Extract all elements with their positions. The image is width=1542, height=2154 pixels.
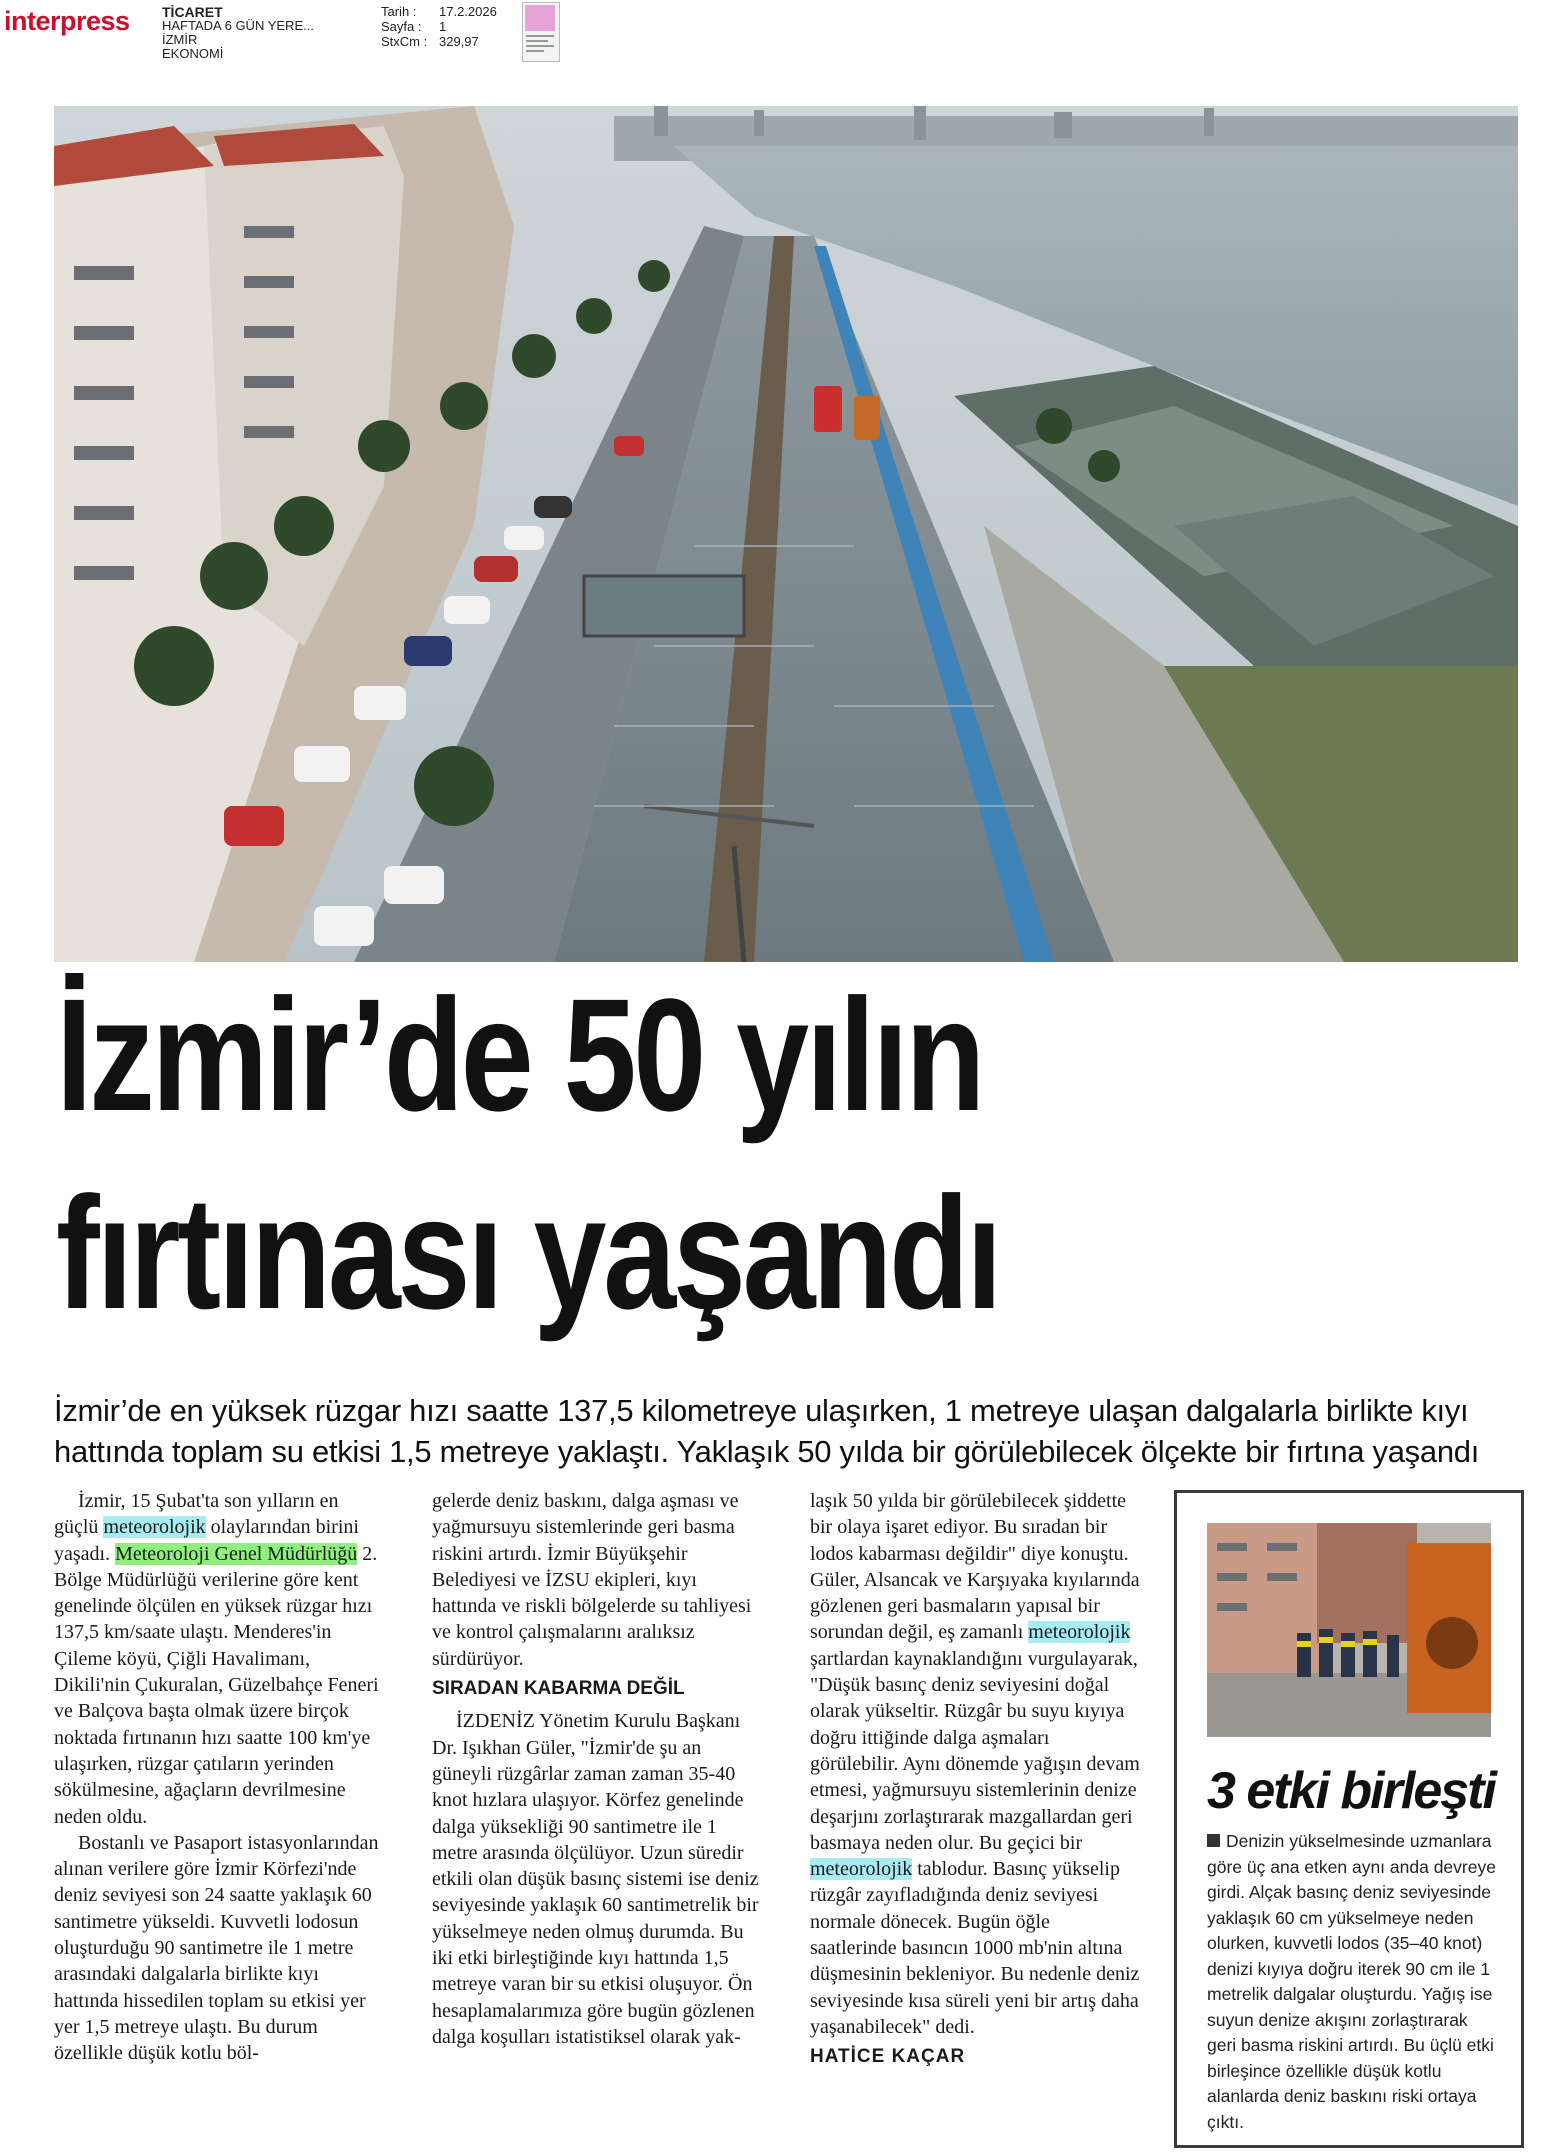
sidebar-box: [1174, 1490, 1524, 2148]
sidebar-text: Denizin yükselmesinde uzmanlara göre üç ana etken aynı anda devreye girdi. Alçak basınç deniz seviyesinde yaklaşık 60 cm yükselmeye neden olurken, kuvvetli lodos (35–40 knot) denizi kıyıya doğru iterek 90 cm ile 1 metrelik dalgalar oluşturdu. Yağış ise suyun denize akışını zorlaştırarak geri basma riskini artırdı. Bu üçlü etki birleşince özellikle düşük kotlu alanlarda deniz baskını riski ortaya çıktı.: [1207, 1831, 1496, 2132]
bullet-square-icon: [1207, 1834, 1220, 1847]
paragraph: İZDENİZ Yönetim Kurulu Başkanı Dr. Işıkhan Güler, "İzmir'de şu an güneyli rüzgârlar zaman zaman 35-40 knot hızlara ulaşıyor. Körfez genelinde dalga yüksekliği 90 santimetre ile 1 metre arasında ölçülüyor. Uzun süredir etkili olan düşük basınç sistemi ise deniz seviyesinde yaklaşık 60 santimetrelik bir yükselmeye neden olmuş durumda. Bu iki etki birleştiğinde kıyı hattında 1,5 metreye varan bir su etkisi oluşuyor. Ön hesaplamalarımıza göre bugün gözlenen dalga koşulları istatistiksel olarak yak-: [432, 1710, 759, 2048]
interpress-logo: interpress: [4, 6, 130, 36]
date-value: 17.2.2026: [439, 4, 497, 19]
flood-photo: [54, 106, 1518, 962]
stxcm-value: 329,97: [439, 34, 479, 49]
highlight-term: Meteoroloji Genel Müdürlüğü: [115, 1542, 358, 1565]
byline: HATİCE KAÇAR: [810, 2046, 966, 2068]
page-value: 1: [439, 19, 447, 34]
paragraph: Bostanlı ve Pasaport istasyonlarından alınan verilere göre İzmir Körfezi'nde deniz seviyesi son 24 saatte yaklaşık 60 santimetre yükseldi. Kuvvetli lodosun oluşturduğu 90 santimetre ile 1 metre arasındaki dalgalarla birlikte kıyı hattında hissedilen toplam su etkisi yer yer 1,5 metreye ulaştı. Bu durum özellikle düşük kotlu böl-: [54, 1831, 379, 2065]
article-column-3: [810, 1488, 1140, 2071]
highlight-term: meteorolojik: [1028, 1621, 1131, 1644]
paragraph: gelerde deniz baskını, dalga aşması ve yağmursuyu sistemlerinde geri basma riskini artırdı. İzmir Büyükşehir Belediyesi ve İZSU ekipleri, kıyı hattında ve riskli bölgelerde su tahliyesi ve kontrol çalışmalarını aralıksız sürdürüyor.: [432, 1490, 752, 1670]
stxcm-label: StxCm :: [381, 34, 428, 49]
deck: [54, 1390, 1518, 1472]
clip-meta: [162, 5, 314, 61]
headline-line-1: İzmir’de 50 yılın: [56, 965, 983, 1144]
page-label: Sayfa :: [381, 19, 422, 34]
city-label: İZMİR: [162, 32, 198, 47]
sidebar-title: 3 etki birleşti: [1207, 1762, 1495, 1820]
page-thumbnail[interactable]: [522, 2, 560, 62]
paragraph: laşık 50 yılda bir görülebilecek şiddette bir olaya işaret ediyor. Bu sıradan bir lodos kabarması değildir" diye konuştu. Güler, Alsancak ve Karşıyaka kıyılarında gözlenen geri basmaların yapısal bir sorundan değil, eş zamanlı meteorolojik şartlardan kaynaklandığını vurgulayarak, "Düşük basınç deniz seviyesini doğal olarak yükseltir. Rüzgâr bu suyu kıyıya doğru ittiğinde dalga aşmaları görülebilir. Aynı dönemde yağışın devam etmesi, yağmursuyu sistemlerinin denize deşarjını zorlaştırarak mazgallardan geri basmaya neden olur. Bu geçici bir meteorolojik tablodur. Basınç yükselip rüzgâr zayıfladığında deniz seviyesi normale dönecek. Bugün öğle saatlerinde basıncın 1000 mb'nin altına düşmesinin bekleniyor. Bu nedenle deniz seviyesinde kısa süreli yeni bir artış daha yaşanabilecek" dedi.: [810, 1490, 1140, 2038]
publication-name: HAFTADA 6 GÜN YERE...: [162, 18, 314, 33]
headline-line-2: fırtınası yaşandı: [56, 1163, 1000, 1342]
category-label: EKONOMİ: [162, 46, 224, 61]
clip-info: [381, 4, 497, 49]
deck-line-2: hattında toplam su etkisi 1,5 metreye yaklaştı. Yaklaşık 50 yılda bir görülebilecek ölçekte bir fırtına yaşandı: [54, 1434, 1480, 1469]
date-label: Tarih :: [381, 4, 417, 19]
highlight-term: meteorolojik: [810, 1858, 913, 1881]
deck-line-1: İzmir’de en yüksek rüzgar hızı saatte 137,5 kilometreye ulaşırken, 1 metreye ulaşan dalgalarla birlikte kıyı: [54, 1393, 1469, 1428]
section-label: TİCARET: [162, 4, 223, 20]
subheading: SIRADAN KABARMA DEĞİL: [432, 1678, 685, 1700]
headline: [56, 965, 1253, 1342]
highlight-term: meteorolojik: [103, 1516, 206, 1539]
paragraph: İzmir, 15 Şubat'ta son yılların en güçlü meteorolojik olaylarından birini yaşadı. Meteoroloji Genel Müdürlüğü 2. Bölge Müdürlüğü verilerine göre kent genelinde ölçülen en yüksek rüzgar hızı 137,5 km/saate ulaştı. Menderes'in Çileme köyü, Çiğli Havalimanı, Dikili'nin Çukuralan, Güzelbahçe Feneri ve Balçova başta olmak üzere birçok noktada fırtınanın hızı saatte 100 km'ye ulaşırken, rüzgar çatıların yerinden sökülmesine, ağaçların devrilmesine neden oldu.: [54, 1490, 379, 1828]
crew-photo: [1207, 1523, 1491, 1737]
article-column-1: [54, 1488, 384, 2067]
article-column-2: [432, 1488, 762, 2050]
